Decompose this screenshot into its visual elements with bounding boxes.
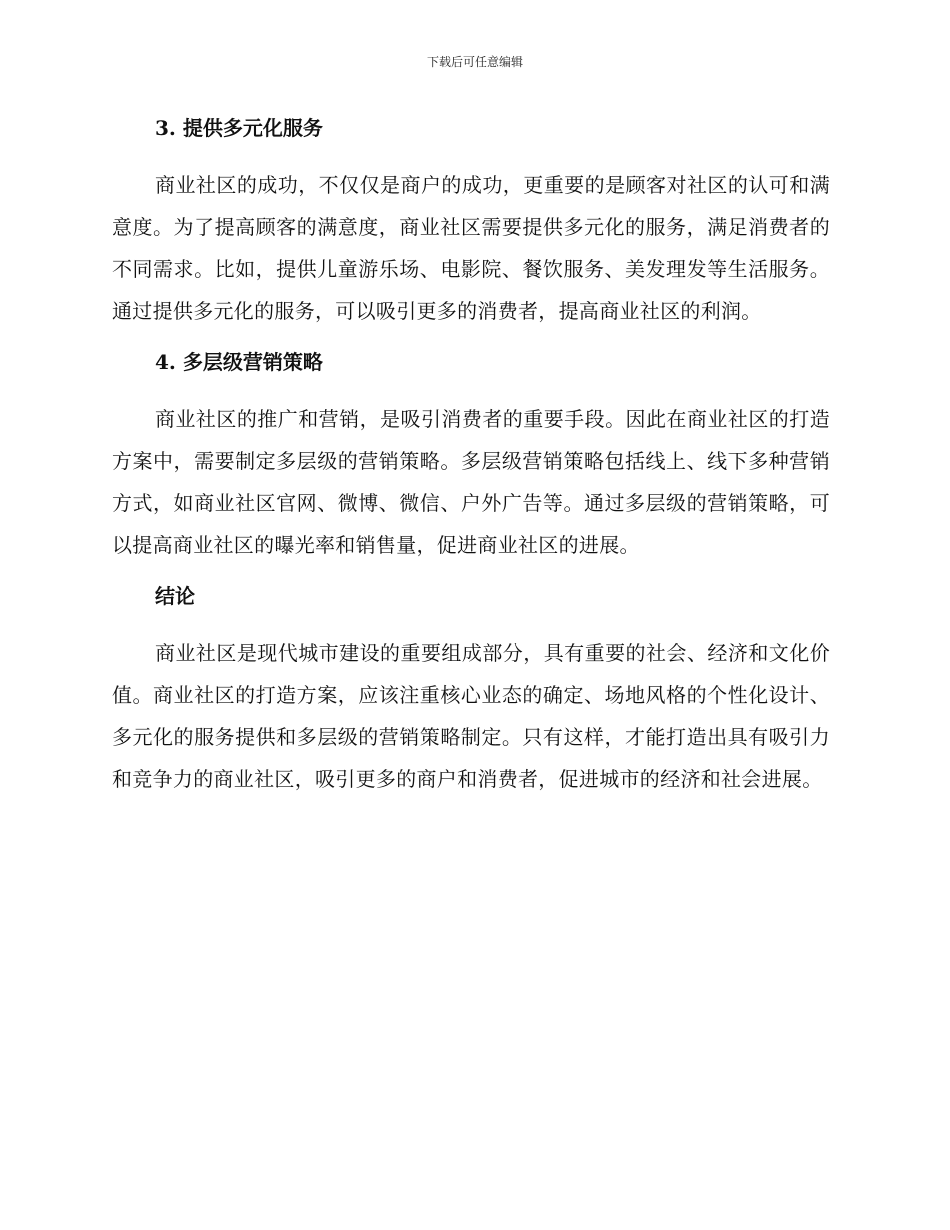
- section-paragraph: 商业社区的成功，不仅仅是商户的成功，更重要的是顾客对社区的认可和满意度。为了提高顾客的满意度，商业社区需要提供多元化的服务，满足消费者的不同需求。比如，提供儿童游乐场、电影院、餐饮服务、美发理发等生活服务。通过提供多元化的服务，可以吸引更多的消费者，提高商业社区的利润。: [112, 173, 830, 323]
- section-paragraph: 商业社区的推广和营销，是吸引消费者的重要手段。因此在商业社区的打造方案中，需要制定多层级的营销策略。多层级营销策略包括线上、线下多种营销方式，如商业社区官网、微博、微信、户外广告等。通过多层级的营销策略，可以提高商业社区的曝光率和销售量，促进商业社区的进展。: [112, 407, 830, 557]
- page-header: 下载后可任意编辑: [426, 55, 523, 69]
- section-conclusion: [112, 578, 830, 800]
- document-body: [112, 110, 830, 800]
- section-paragraph: 商业社区是现代城市建设的重要组成部分，具有重要的社会、经济和文化价值。商业社区的打造方案，应该注重核心业态的确定、场地风格的个性化设计、多元化的服务提供和多层级的营销策略制定。只有这样，才能打造出具有吸引力和竞争力的商业社区，吸引更多的商户和消费者，促进城市的经济和社会进展。: [112, 641, 830, 791]
- section-heading: 3. 提供多元化服务: [155, 116, 323, 140]
- section-heading: 4. 多层级营销策略: [155, 350, 323, 374]
- section-multilevel-marketing: [112, 344, 830, 578]
- section-diversified-services: [112, 110, 830, 344]
- section-heading: 结论: [155, 584, 195, 608]
